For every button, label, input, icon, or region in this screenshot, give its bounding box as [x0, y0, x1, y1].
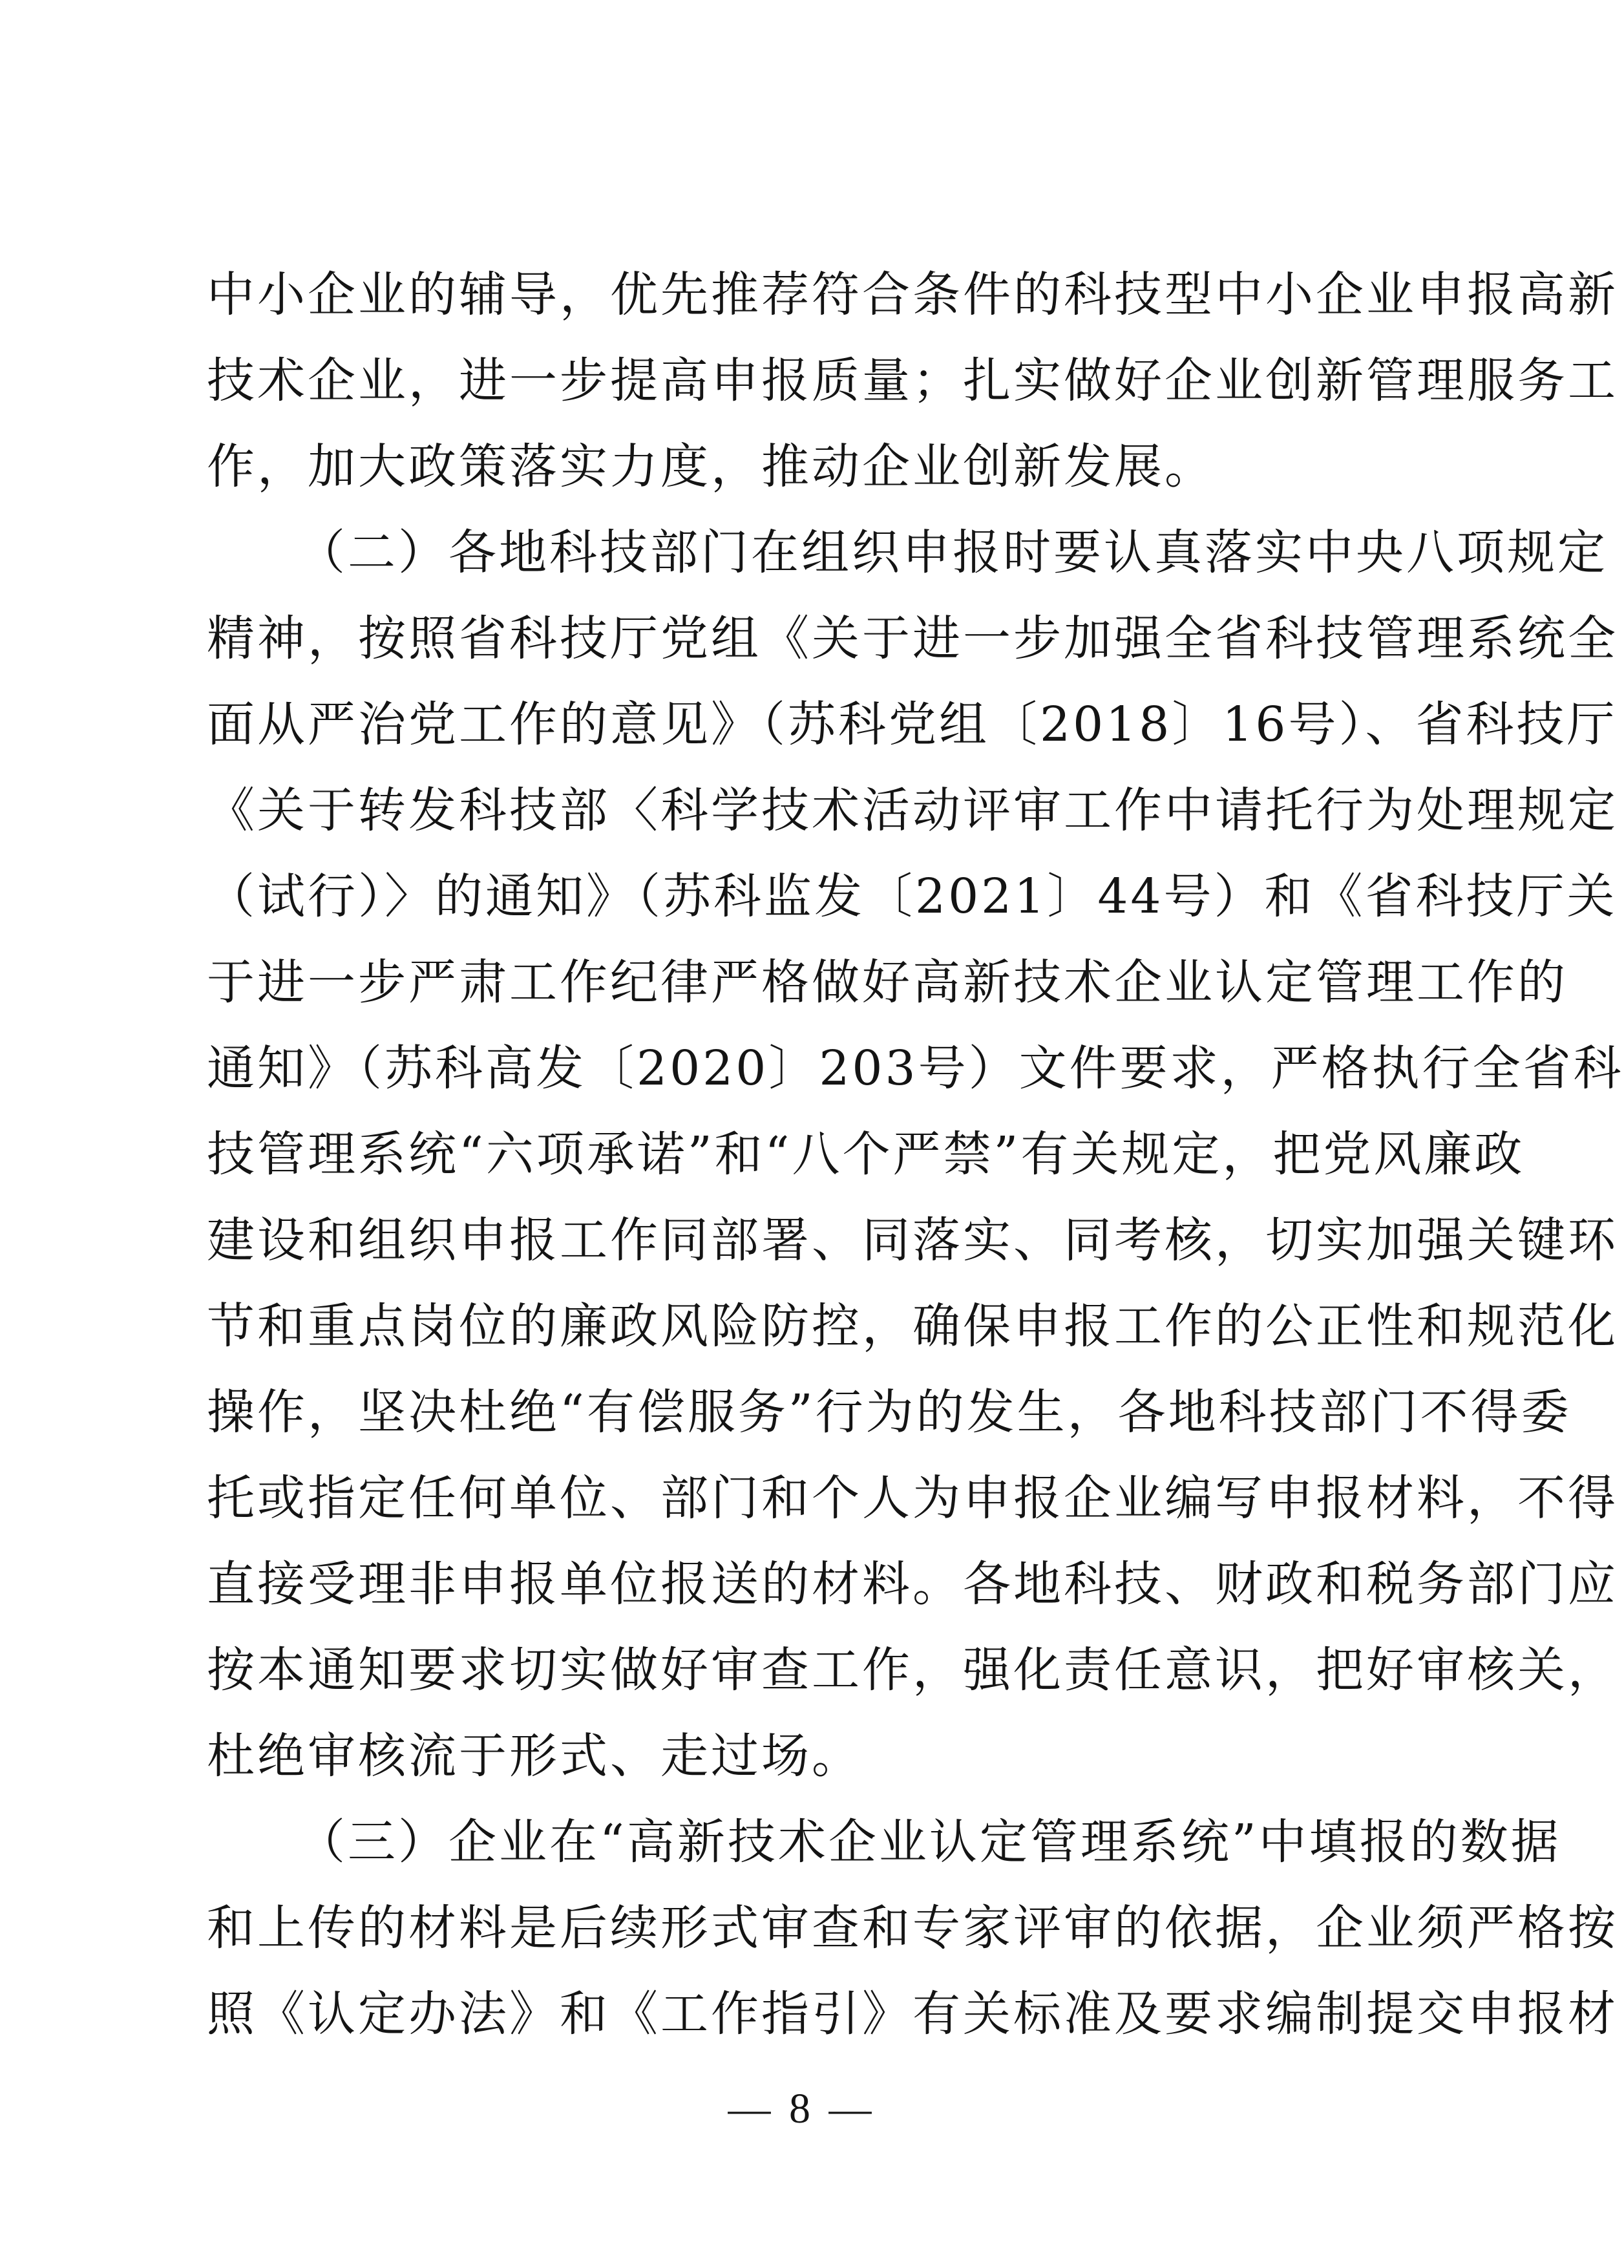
text-line: 和上传的材料是后续形式审查和专家评审的依据，企业须严格按	[207, 1900, 1618, 1956]
text-line: 面从严治党工作的意见》（苏科党组〔2018〕16号）、省科技厅	[207, 697, 1618, 752]
text-line: 技术企业，进一步提高申报质量；扎实做好企业创新管理服务工	[207, 353, 1618, 408]
text-line: 通知》（苏科高发〔2020〕203号）文件要求，严格执行全省科	[207, 1041, 1624, 1096]
text-line: （试行）〉的通知》（苏科监发〔2021〕44号）和《省科技厅关	[207, 869, 1618, 924]
text-line: 技管理系统“六项承诺”和“八个严禁”有关规定，把党风廉政	[207, 1127, 1525, 1182]
page-number: — 8 —	[728, 2085, 876, 2132]
text-line: 操作，坚决杜绝“有偿服务”行为的发生，各地科技部门不得委	[207, 1384, 1572, 1440]
paragraph-heading-line: （三）企业在“高新技术企业认定管理系统”中填报的数据	[297, 1814, 1561, 1870]
text-line: 节和重点岗位的廉政风险防控，确保申报工作的公正性和规范化	[207, 1298, 1618, 1354]
body-text	[207, 252, 1624, 2057]
text-line: 杜绝审核流于形式、走过场。	[207, 1728, 862, 1784]
text-line: 于进一步严肃工作纪律严格做好高新技术企业认定管理工作的	[207, 955, 1568, 1010]
text-line: 《关于转发科技部〈科学技术活动评审工作中请托行为处理规定	[207, 783, 1618, 838]
text-line: 中小企业的辅导，优先推荐符合条件的科技型中小企业申报高新	[207, 267, 1618, 323]
text-line: 按本通知要求切实做好审查工作，强化责任意识，把好审核关，	[207, 1642, 1618, 1698]
text-line: 作，加大政策落实力度，推动企业创新发展。	[207, 439, 1215, 494]
text-line: 照《认定办法》和《工作指引》有关标准及要求编制提交申报材	[207, 1986, 1618, 2042]
text-line: 精神，按照省科技厅党组《关于进一步加强全省科技管理系统全	[207, 611, 1618, 666]
text-line: 建设和组织申报工作同部署、同落实、同考核，切实加强关键环	[207, 1213, 1618, 1268]
paragraph-heading-line: （二）各地科技部门在组织申报时要认真落实中央八项规定	[297, 525, 1608, 580]
text-line: 托或指定任何单位、部门和个人为申报企业编写申报材料，不得	[207, 1470, 1618, 1526]
text-line: 直接受理非申报单位报送的材料。各地科技、财政和税务部门应	[207, 1556, 1618, 1612]
